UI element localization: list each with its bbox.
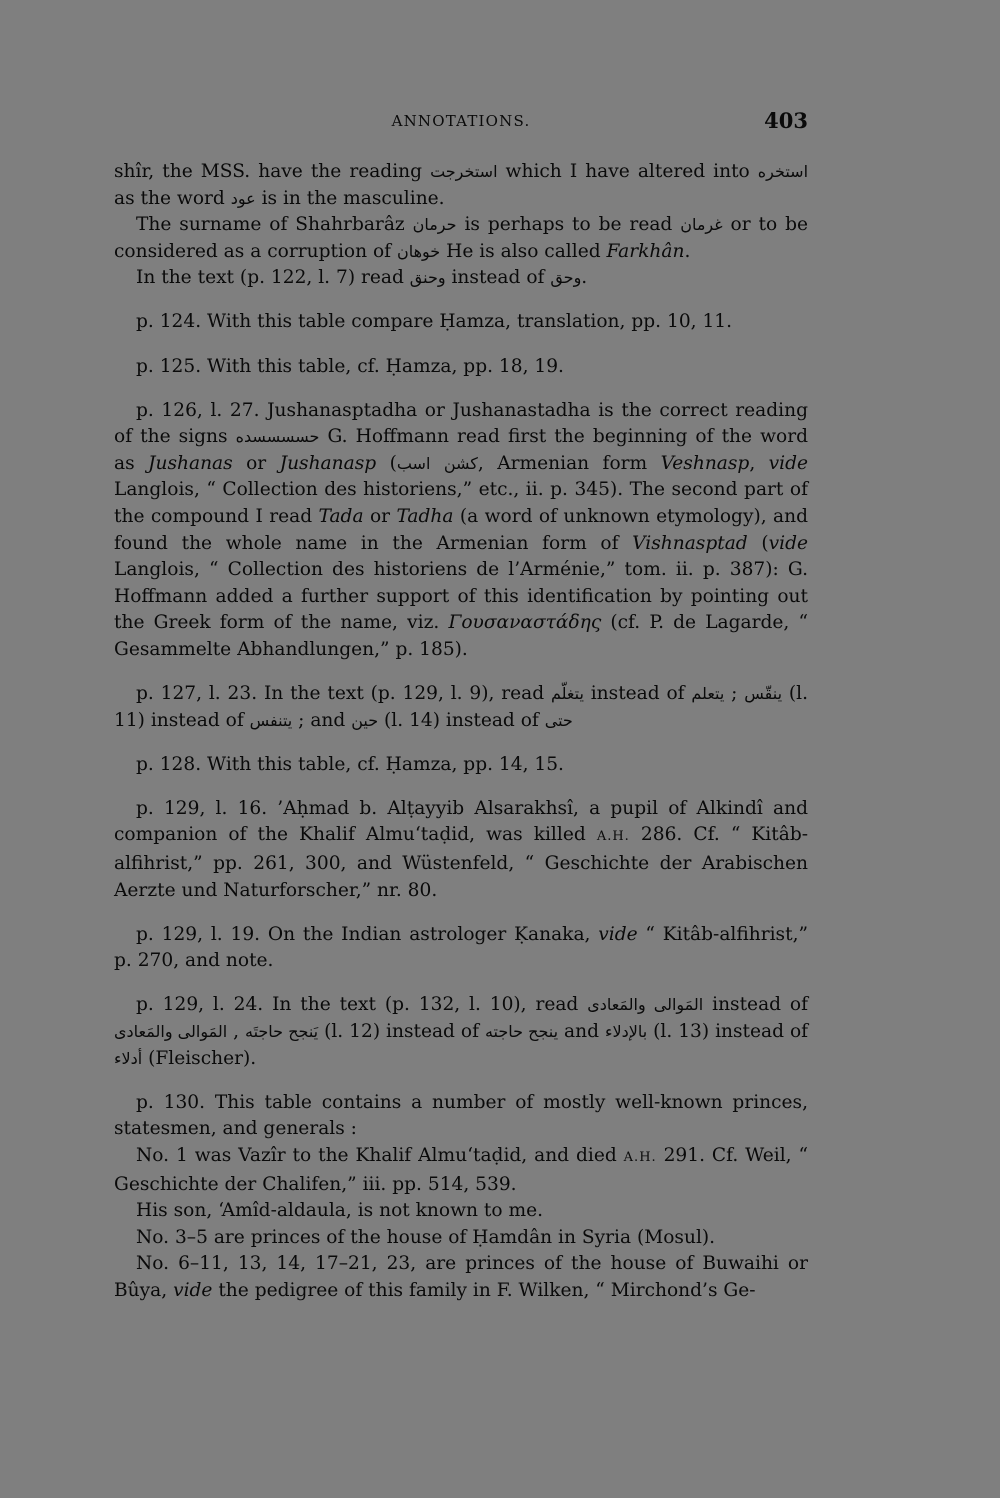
arabic-word: عود [230,188,256,208]
arabic-word: كشن [443,453,478,473]
running-head [114,110,808,138]
text-run: (l. 14) instead of [378,709,545,731]
arabic-word: حسسسسده [235,427,320,447]
text-run: In the text (p. 122, l. 7) read [136,267,410,289]
arabic-word: استخرجت [430,162,498,181]
arabic-word: اسب [396,453,431,473]
italic-text: Vishnasptad [632,532,748,554]
annotation-paragraph [114,922,808,975]
arabic-word: بالإدلاء [604,1022,648,1042]
text-run: p. 128. With this table, cf. Ḥamza, pp. 14, 15. [136,753,564,775]
page-number: 403 [764,108,808,133]
annotation-paragraph [114,309,808,336]
text-run: (l. 13) instead of [647,1021,809,1043]
text-run: p. 127, l. 23. In the text (p. 129, l. 9), read [136,683,551,705]
arabic-word: يتعلم [691,684,725,704]
text-run: His son, ‘Amîd-aldaula, is not known to me. [136,1200,544,1222]
text-run: shîr, the MSS. have the reading [114,161,431,182]
annotation-paragraph [114,265,808,292]
text-run: 291. Cf. Weil, “ Geschichte der Chalifen,” iii. pp. 514, 539. [114,1144,808,1195]
arabic-word: يتنفس [249,710,293,730]
small-caps-text: A.H. [596,829,630,845]
text-run: p. 129, l. 16. ’Aḥmad b. Alṭayyib Alsarakhsî, a pupil of Alkindî and companion of the Khalif Almu‘taḍid, was killed [114,797,808,846]
text-run: , [227,1021,245,1043]
text-run [430,453,443,474]
arabic-word: وحق [550,268,582,288]
text-run: which I have altered into [497,161,758,182]
text-run: or [232,452,280,474]
text-run: (a word of unknown etymology), and found the whole name in the Armenian form of [114,506,808,554]
arabic-word: ينقّس [744,684,783,704]
text-run: , [749,452,769,474]
text-run: and [558,1021,605,1043]
italic-text: Tada [318,506,364,528]
arabic-word: يَنجح حاجتَه [245,1022,319,1042]
small-caps-text: A.H. [623,1149,657,1165]
annotation-paragraph [114,1198,808,1225]
italic-text: Veshnasp [660,452,750,474]
text-run: (l. 12) instead of [318,1021,485,1043]
italic-text: vide [598,923,638,945]
annotation-paragraph [114,796,808,904]
italic-text: vide [173,1279,213,1301]
text-run: (Fleischer). [142,1047,257,1069]
text-run: the pedigree of this family in F. Wilken, “ Mirchond’s Ge- [212,1279,756,1301]
text-run: as the word [114,187,231,209]
text-run: ; [724,683,745,705]
text-run: p. 125. With this table, cf. Ḥamza, pp. 18, 19. [136,355,564,377]
text-run: or [363,506,397,528]
italic-text: vide [768,452,809,474]
annotation-paragraph [114,398,808,664]
arabic-word: استخره [757,162,809,181]
arabic-word: ينجح حاجته [484,1022,559,1042]
annotation-paragraph [114,752,808,779]
italic-text: Farkhân [606,240,685,262]
annotation-paragraph [114,354,808,381]
arabic-word: حرمان [412,215,457,235]
text-run: is perhaps to be read [456,214,681,236]
text-run: . [581,267,588,289]
annotation-paragraph [114,992,808,1072]
text-run: He is also called [440,240,607,262]
arabic-word: أدلاء [114,1048,143,1068]
text-run: . [684,240,691,262]
text-run: instead of [703,994,808,1016]
text-run: 286. Cf. “ Kitâb-alfihrist,” pp. 261, 300, and Wüstenfeld, “ Geschichte der Arabischen Aerzte und Naturforscher,” nr. 80. [114,824,808,901]
arabic-word: وحنق [409,268,446,288]
text-run: p. 130. This table contains a number of mostly well-known princes, statesmen, and generals : [114,1091,808,1140]
italic-text: Jushanas [148,452,233,474]
text-run: No. 6–11, 13, 14, 17–21, 23, are princes of the house of Buwaihi or Bûya, [114,1253,808,1301]
italic-text: Γουσαναστάδης [448,612,602,634]
annotation-paragraph [114,681,808,734]
arabic-word: خوهان [396,241,441,261]
italic-text: Tadha [396,506,454,528]
text-run: instead of [445,267,551,289]
text-run: No. 3–5 are princes of the house of Ḥamdân in Syria (Mosul). [136,1226,716,1248]
running-head-title: ANNOTATIONS. [391,112,531,130]
text-run: p. 124. With this table compare Ḥamza, translation, pp. 10, 11. [136,311,733,333]
text-run: p. 126, l. 27. Jushanasptadha or Jushanastadha is the correct reading of the signs [114,399,808,448]
text-run: p. 129, l. 19. On the Indian astrologer Ḳanaka, [136,923,599,945]
annotations-text [114,159,808,1304]
arabic-word: المَوالى والمَعادى [114,1022,228,1042]
text-run: ( [747,532,769,554]
arabic-word: حتى [544,710,573,730]
arabic-word: المَوالى والمَعادى [587,995,704,1015]
text-run: is in the masculine. [255,187,445,209]
text-run: (cf. P. de Lagarde, “ Gesammelte Abhandlungen,” p. 185). [114,612,808,660]
text-run: The surname of Shahrbarâz [136,214,413,236]
text-run: G. Hoffmann read first the beginning of the word as [114,426,808,474]
text-run: Langlois, “ Collection des historiens de l’Arménie,” tom. ii. p. 387): G. Hoffmann added a further support of this identification by pointing out the Greek form of the name, viz. [114,559,808,634]
annotation-paragraph [114,1225,808,1252]
italic-text: vide [768,532,808,554]
text-run: or to be considered as a corruption of [114,214,808,262]
text-run: (l. 11) instead of [114,683,808,731]
annotation-paragraph [114,1143,808,1198]
text-run: No. 1 was Vazîr to the Khalif Almu‘taḍid, and died [136,1144,624,1166]
arabic-word: حين [351,710,379,730]
annotation-paragraph [114,1090,808,1143]
text-run: instead of [583,683,692,705]
text-run: , Armenian form [477,452,661,474]
arabic-word: غرمان [680,215,723,235]
text-run: ; and [292,709,352,731]
arabic-word: يتغلّم [550,684,584,704]
text-run: p. 129, l. 24. In the text (p. 132, l. 10), read [136,994,588,1016]
text-run: “ Kitâb-alfihrist,” p. 270, and note. [114,923,808,972]
annotation-paragraph [114,212,808,265]
annotation-paragraph [114,159,808,212]
italic-text: Jushanasp [279,452,377,474]
annotation-paragraph [114,1251,808,1304]
text-run: ( [376,452,397,474]
text-run: Langlois, “ Collection des historiens,” etc., ii. p. 345). The second part of the compound I read [114,479,808,528]
